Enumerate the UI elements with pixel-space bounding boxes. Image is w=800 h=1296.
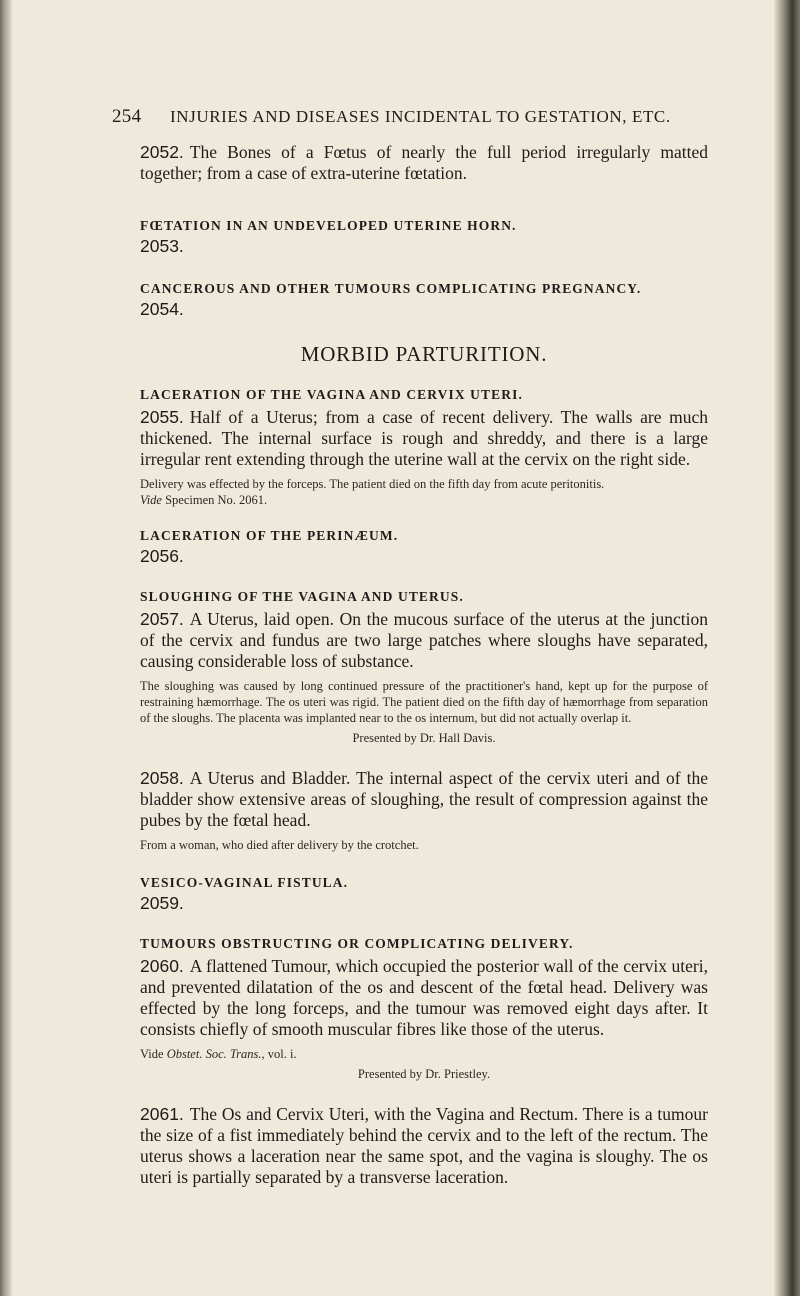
running-head: INJURIES AND DISEASES INCIDENTAL TO GESTATION, ETC. bbox=[170, 107, 671, 126]
entry-2054-number: 2054. bbox=[140, 299, 184, 319]
vide-volume: , vol. i. bbox=[261, 1047, 297, 1061]
vide-reference: Specimen No. 2061. bbox=[161, 493, 268, 507]
entry-text: A Uterus, laid open. On the mucous surface of the uterus at the junction of the cervix and fundus are two large patches where sloughs have separated, causing considerable loss of substance. bbox=[140, 609, 708, 671]
section-heading-laceration-vagina: LACERATION OF THE VAGINA AND CERVIX UTERI. bbox=[140, 387, 523, 402]
entry-2058 bbox=[140, 768, 708, 831]
section-heading-laceration-perinaeum: LACERATION OF THE PERINÆUM. bbox=[140, 528, 399, 543]
entry-text: The Os and Cervix Uteri, with the Vagina and Rectum. There is a tumour the size of a fist immediately behind the cervix and to the left of the rectum. The uterus shows a laceration near the same spot, and the vagina is sloughy. The os uteri is partially separated by a transverse laceration. bbox=[140, 1104, 708, 1187]
entry-2060-presented: Presented by Dr. Priestley. bbox=[357, 1067, 491, 1081]
entry-text: A flattened Tumour, which occupied the posterior wall of the cervix uteri, and prevented dilatation of the os and descent of the fœtal head. Delivery was effected by the long forceps, and the tumour was removed eight days after. It consists chiefly of smooth muscular fibres like those of the uterus. bbox=[140, 956, 708, 1039]
entry-text: Half of a Uterus; from a case of recent delivery. The walls are much thickened. The internal surface is rough and shreddy, and there is a large irregular rent extending through the uterine wall at the cervix on the right side. bbox=[140, 407, 708, 469]
section-heading-tumours: TUMOURS OBSTRUCTING OR COMPLICATING DELIVERY. bbox=[140, 936, 574, 951]
page-left-edge bbox=[0, 0, 12, 1296]
entry-2060-vide bbox=[140, 1046, 708, 1062]
entry-number: 2058. bbox=[140, 768, 184, 788]
entry-2057 bbox=[140, 609, 708, 672]
section-heading-cancerous: CANCEROUS AND OTHER TUMOURS COMPLICATING PREGNANCY. bbox=[140, 281, 642, 296]
entry-number: 2060. bbox=[140, 956, 184, 976]
entry-2052 bbox=[140, 142, 708, 184]
vide-word: Vide bbox=[140, 1047, 167, 1061]
page-number: 254 bbox=[112, 106, 142, 127]
entry-2057-presented: Presented by Dr. Hall Davis. bbox=[352, 731, 496, 745]
section-heading-sloughing: SLOUGHING OF THE VAGINA AND UTERUS. bbox=[140, 589, 464, 604]
entry-number: 2057. bbox=[140, 609, 184, 629]
entry-2055-note: Delivery was effected by the forceps. The patient died on the fifth day from acute peritonitis. bbox=[140, 477, 605, 491]
entry-2055-vide bbox=[140, 492, 708, 508]
entry-number: 2061. bbox=[140, 1104, 184, 1124]
entry-2060 bbox=[140, 956, 708, 1040]
entry-2058-note: From a woman, who died after delivery by the crotchet. bbox=[140, 838, 419, 852]
vide-journal: Obstet. Soc. Trans. bbox=[166, 1047, 262, 1061]
entry-text: A Uterus and Bladder. The internal aspect of the cervix uteri and of the bladder show extensive areas of sloughing, the result of compression against the pubes by the fœtal head. bbox=[140, 768, 708, 830]
section-heading-foetation: FŒTATION IN AN UNDEVELOPED UTERINE HORN. bbox=[140, 218, 517, 233]
entry-2053-number: 2053. bbox=[140, 236, 184, 256]
entry-number: 2055. bbox=[140, 407, 184, 427]
section-heading-vesico-vaginal: VESICO-VAGINAL FISTULA. bbox=[140, 875, 349, 890]
chapter-title: MORBID PARTURITION. bbox=[300, 342, 548, 366]
vide-word: Vide bbox=[140, 493, 162, 507]
entry-number: 2052. bbox=[140, 142, 184, 162]
page-header bbox=[112, 106, 712, 128]
entry-text: The Bones of a Fœtus of nearly the full period irregularly matted together; from a case of extra-uterine fœtation. bbox=[140, 142, 708, 183]
entry-2056-number: 2056. bbox=[140, 546, 184, 566]
page-right-edge bbox=[774, 0, 800, 1296]
entry-2061 bbox=[140, 1104, 708, 1188]
entry-2059-number: 2059. bbox=[140, 893, 184, 913]
page-content bbox=[140, 142, 708, 1188]
entry-2055 bbox=[140, 407, 708, 470]
entry-2057-note: The sloughing was caused by long continued pressure of the practitioner's hand, kept up for the purpose of restraining hæmorrhage. The os uteri was rigid. The patient died on the fifth day of hæmorrhage from separation of the sloughs. The placenta was implanted near to the os internum, but did not actually overlap it. bbox=[140, 679, 708, 725]
